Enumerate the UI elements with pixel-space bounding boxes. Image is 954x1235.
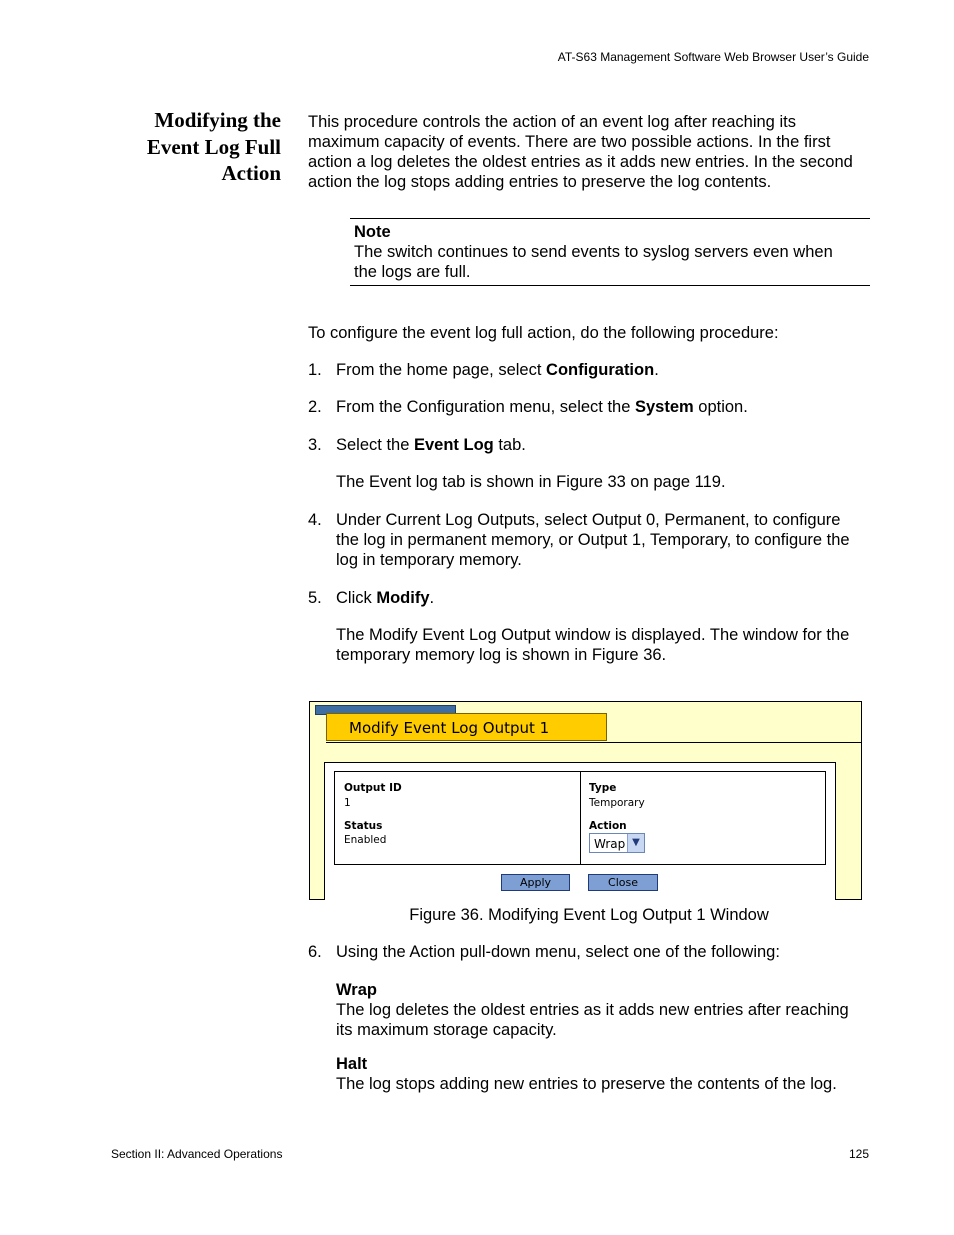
option-text: The log deletes the oldest entries as it adds new entries after reaching	[336, 1001, 849, 1019]
step-text: Select the	[336, 436, 414, 454]
step-number: 3.	[308, 436, 322, 454]
action-select-value: Wrap	[594, 837, 626, 851]
procedure-intro: To configure the event log full action, do the following procedure:	[308, 324, 779, 342]
step-1	[336, 360, 659, 380]
option-text: The log stops adding new entries to preserve the contents of the log.	[336, 1075, 837, 1093]
step-text: log in temporary memory.	[336, 551, 522, 569]
action-select[interactable]	[589, 833, 645, 853]
step-text: tab.	[493, 436, 526, 454]
intro-line: action a log deletes the oldest entries as it adds new entries. In the second	[308, 153, 853, 171]
step-text: Under Current Log Outputs, select Output 0, Permanent, to configure	[336, 511, 841, 529]
option-title: Halt	[336, 1055, 368, 1073]
step-keyword: Configuration	[546, 361, 655, 379]
step-text: From the home page, select	[336, 361, 547, 379]
note-text: The switch continues to send events to syslog servers even when	[354, 243, 833, 261]
step-3-note: The Event log tab is shown in Figure 33 on page 119.	[336, 473, 726, 491]
title-divider	[326, 742, 861, 743]
apply-button[interactable]: Apply	[501, 874, 570, 891]
step-number: 2.	[308, 398, 322, 416]
option-halt	[336, 1054, 837, 1094]
step-3	[336, 435, 526, 455]
step-text: .	[429, 589, 435, 607]
step-number: 5.	[308, 589, 322, 607]
note	[354, 222, 833, 282]
note-top-rule	[350, 218, 870, 219]
step-text: the log in permanent memory, or Output 1, Temporary, to configure the	[336, 531, 850, 549]
step-text: Click	[336, 589, 377, 607]
step-number: 1.	[308, 361, 322, 379]
output-id-value: 1	[344, 797, 351, 809]
close-button[interactable]: Close	[588, 874, 658, 891]
step-4	[336, 510, 850, 570]
type-label: Type	[589, 782, 617, 794]
step-5	[336, 588, 434, 608]
window-title: Modify Event Log Output 1	[326, 713, 607, 741]
page-number: 125	[848, 1147, 869, 1161]
section-title-line: Modifying the	[154, 108, 281, 132]
figure-caption: Figure 36. Modifying Event Log Output 1 Window	[409, 906, 769, 924]
intro-paragraph	[308, 112, 853, 192]
intro-line: This procedure controls the action of an event log after reaching its	[308, 113, 796, 131]
intro-line: maximum capacity of events. There are two possible actions. In the first	[308, 133, 831, 151]
step-6: Using the Action pull-down menu, select one of the following:	[336, 943, 780, 961]
step-text: The Modify Event Log Output window is displayed. The window for the	[336, 626, 850, 644]
step-text: temporary memory log is shown in Figure 36.	[336, 646, 667, 664]
note-bottom-rule	[350, 285, 870, 286]
grid-divider	[580, 771, 581, 865]
section-title	[101, 107, 281, 187]
intro-line: action the log stops adding entries to preserve the log contents.	[308, 173, 772, 191]
step-number: 6.	[308, 943, 322, 961]
note-heading: Note	[354, 223, 391, 241]
option-text: its maximum storage capacity.	[336, 1021, 557, 1039]
step-text: From the Configuration menu, select the	[336, 398, 635, 416]
step-text: .	[654, 361, 659, 379]
step-5-note	[336, 625, 849, 665]
action-label: Action	[589, 820, 627, 832]
status-label: Status	[344, 820, 383, 832]
option-wrap	[336, 980, 849, 1040]
footer-section: Section II: Advanced Operations	[111, 1147, 283, 1161]
note-text: the logs are full.	[354, 263, 471, 281]
step-text: option.	[693, 398, 748, 416]
chevron-down-icon[interactable]: ▼	[627, 834, 644, 852]
option-title: Wrap	[336, 981, 377, 999]
step-keyword: Modify	[376, 589, 430, 607]
running-header: AT-S63 Management Software Web Browser User’s Guide	[557, 50, 869, 64]
status-value: Enabled	[344, 834, 387, 846]
type-value: Temporary	[589, 797, 645, 809]
step-2	[336, 397, 748, 417]
section-title-line: Event Log Full	[146, 134, 281, 159]
section-title-line: Action	[221, 161, 281, 185]
step-keyword: Event Log	[413, 436, 494, 454]
output-id-label: Output ID	[344, 782, 402, 794]
step-number: 4.	[308, 511, 322, 529]
step-keyword: System	[634, 398, 694, 416]
